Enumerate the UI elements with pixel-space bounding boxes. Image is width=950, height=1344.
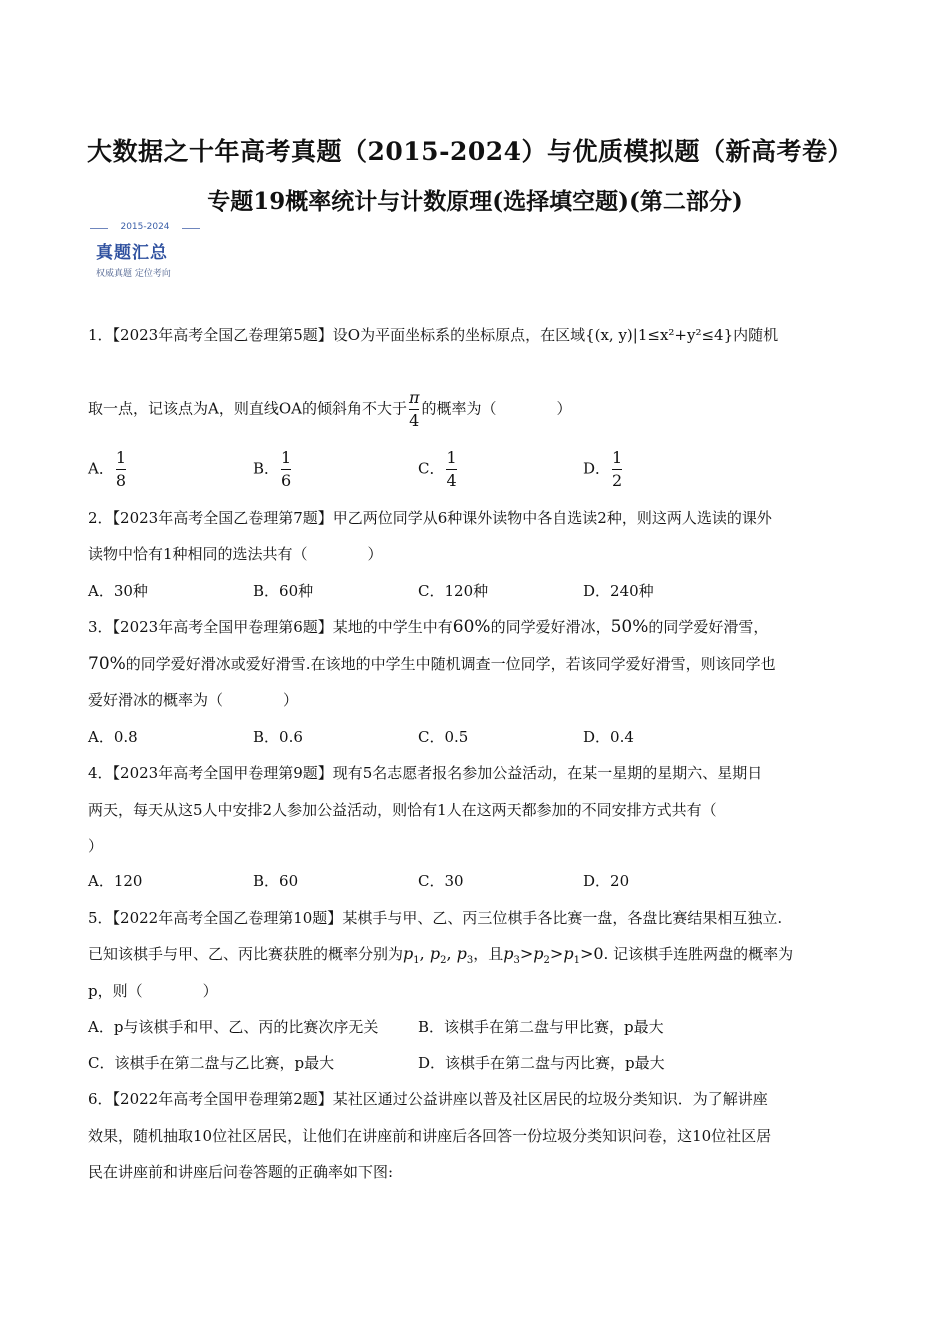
badge-rule-right <box>182 228 200 229</box>
question-5-option-c[interactable]: C．该棋手在第二盘与乙比赛，p最大 <box>88 1054 335 1072</box>
question-2-option-d[interactable]: D．240种 <box>583 582 654 600</box>
percent-50: 50% <box>610 617 649 637</box>
percent-60: 60% <box>452 617 491 637</box>
question-1-option-b[interactable]: B． $\frac{1}{6}$ <box>253 448 292 490</box>
question-6-line-1: 6．【2022年高考全国甲卷理第2题】某社区通过公益讲座以普及社区居民的垃圾分类知识．为了解讲座 <box>88 1090 768 1108</box>
question-3-line-2: 70%的同学爱好滑冰或爱好滑雪.在该地的中学生中随机调查一位同学，若该同学爱好滑雪，则该同学也 <box>88 654 776 674</box>
question-2-option-c[interactable]: C．120种 <box>418 582 489 600</box>
question-2-line-1: 2．【2023年高考全国乙卷理第7题】甲乙两位同学从6种课外读物中各自选读2种，则这两人选读的课外 <box>88 509 772 527</box>
percent-70: 70% <box>88 654 126 674</box>
question-3-option-a[interactable]: A．0.8 <box>88 728 138 746</box>
badge-label: 真题汇总 <box>96 243 168 263</box>
document-title: 大数据之十年高考真题（2015-2024）与优质模拟题（新高考卷） <box>87 137 854 166</box>
question-1-line-1 <box>88 325 778 345</box>
question-2-line-2: 读物中恰有1种相同的选法共有（ ） <box>88 545 383 563</box>
question-6-line-2: 效果，随机抽取10位社区居民，让他们在讲座前和讲座后各回答一份垃圾分类知识问卷，这10位社区居 <box>88 1127 772 1145</box>
question-3-line-3: 爱好滑冰的概率为（ ） <box>88 691 299 709</box>
question-4-option-b[interactable]: B．60 <box>253 872 299 890</box>
question-1-line-2 <box>88 388 572 431</box>
question-1-option-c[interactable]: C． $\frac{1}{4}$ <box>418 448 457 490</box>
question-4-line-1: 4．【2023年高考全国甲卷理第9题】现有5名志愿者报名参加公益活动，在某一星期的星期六、星期日 <box>88 764 763 782</box>
badge-years: 2015-2024 <box>120 222 170 232</box>
question-4-option-a[interactable]: A．120 <box>88 872 143 890</box>
question-3-option-d[interactable]: D．0.4 <box>583 728 634 746</box>
question-5-line-2: 已知该棋手与甲、乙、丙比赛获胜的概率分别为$p_1$, $p_2$, $p_3$，且$p_3>p_2>p_1>0$. 记该棋手连胜两盘的概率为 <box>88 944 794 967</box>
question-5-line-1: 5．【2022年高考全国乙卷理第10题】某棋手与甲、乙、丙三位棋手各比赛一盘，各盘比赛结果相互独立. <box>88 909 783 927</box>
question-text: 的概率为（ ） <box>421 399 572 418</box>
question-6-line-3: 民在讲座前和讲座后问卷答题的正确率如下图: <box>88 1163 394 1181</box>
question-5-option-a[interactable]: A．p与该棋手和甲、乙、丙的比赛次序无关 <box>88 1018 379 1036</box>
document-subtitle: 专题19概率统计与计数原理(选择填空题)(第二部分) <box>207 188 743 215</box>
section-badge <box>90 222 200 282</box>
question-3-option-c[interactable]: C．0.5 <box>418 728 469 746</box>
question-5-option-b[interactable]: B．该棋手在第二盘与甲比赛，p最大 <box>418 1018 664 1036</box>
probabilities-formula: $p_1$, $p_2$, $p_3$ <box>403 944 474 967</box>
question-1-option-d[interactable]: D． $\frac{1}{2}$ <box>583 448 623 490</box>
question-4-option-d[interactable]: D．20 <box>583 872 630 890</box>
badge-tagline: 权威真题 定位考向 <box>96 269 171 279</box>
question-2-option-a[interactable]: A．30种 <box>88 582 148 600</box>
question-4-option-c[interactable]: C．30 <box>418 872 464 890</box>
question-5-option-d[interactable]: D．该棋手在第二盘与丙比赛，p最大 <box>418 1054 665 1072</box>
question-2-option-b[interactable]: B．60种 <box>253 582 314 600</box>
pi-over-4-fraction: $\frac{\pi}{4}$ <box>408 388 420 430</box>
question-4-line-3: ） <box>88 837 104 855</box>
question-4-line-2: 两天，每天从这5人中安排2人参加公益活动，则恰有1人在这两天都参加的不同安排方式共有（ <box>88 801 717 819</box>
question-3-line-1: 3．【2023年高考全国甲卷理第6题】某地的中学生中有60%的同学爱好滑冰，50%的同学爱好滑雪， <box>88 617 769 637</box>
question-number: 1． <box>88 326 113 344</box>
inequality-formula: $p_3>p_2>p_1>0$ <box>503 944 604 967</box>
question-3-option-b[interactable]: B．0.6 <box>253 728 303 746</box>
question-source: 【2023年高考全国乙卷理第5题】 <box>112 326 333 344</box>
question-5-line-3: p，则（ ） <box>88 982 218 1000</box>
question-1-option-a[interactable]: A． $\frac{1}{8}$ <box>88 448 127 490</box>
question-text: 设O为平面坐标系的坐标原点，在区域{(x, y)|1≤x²+y²≤4}内随机 <box>332 326 779 344</box>
question-text: 取一点，记该点为A，则直线OA的倾斜角不大于 <box>88 399 407 418</box>
